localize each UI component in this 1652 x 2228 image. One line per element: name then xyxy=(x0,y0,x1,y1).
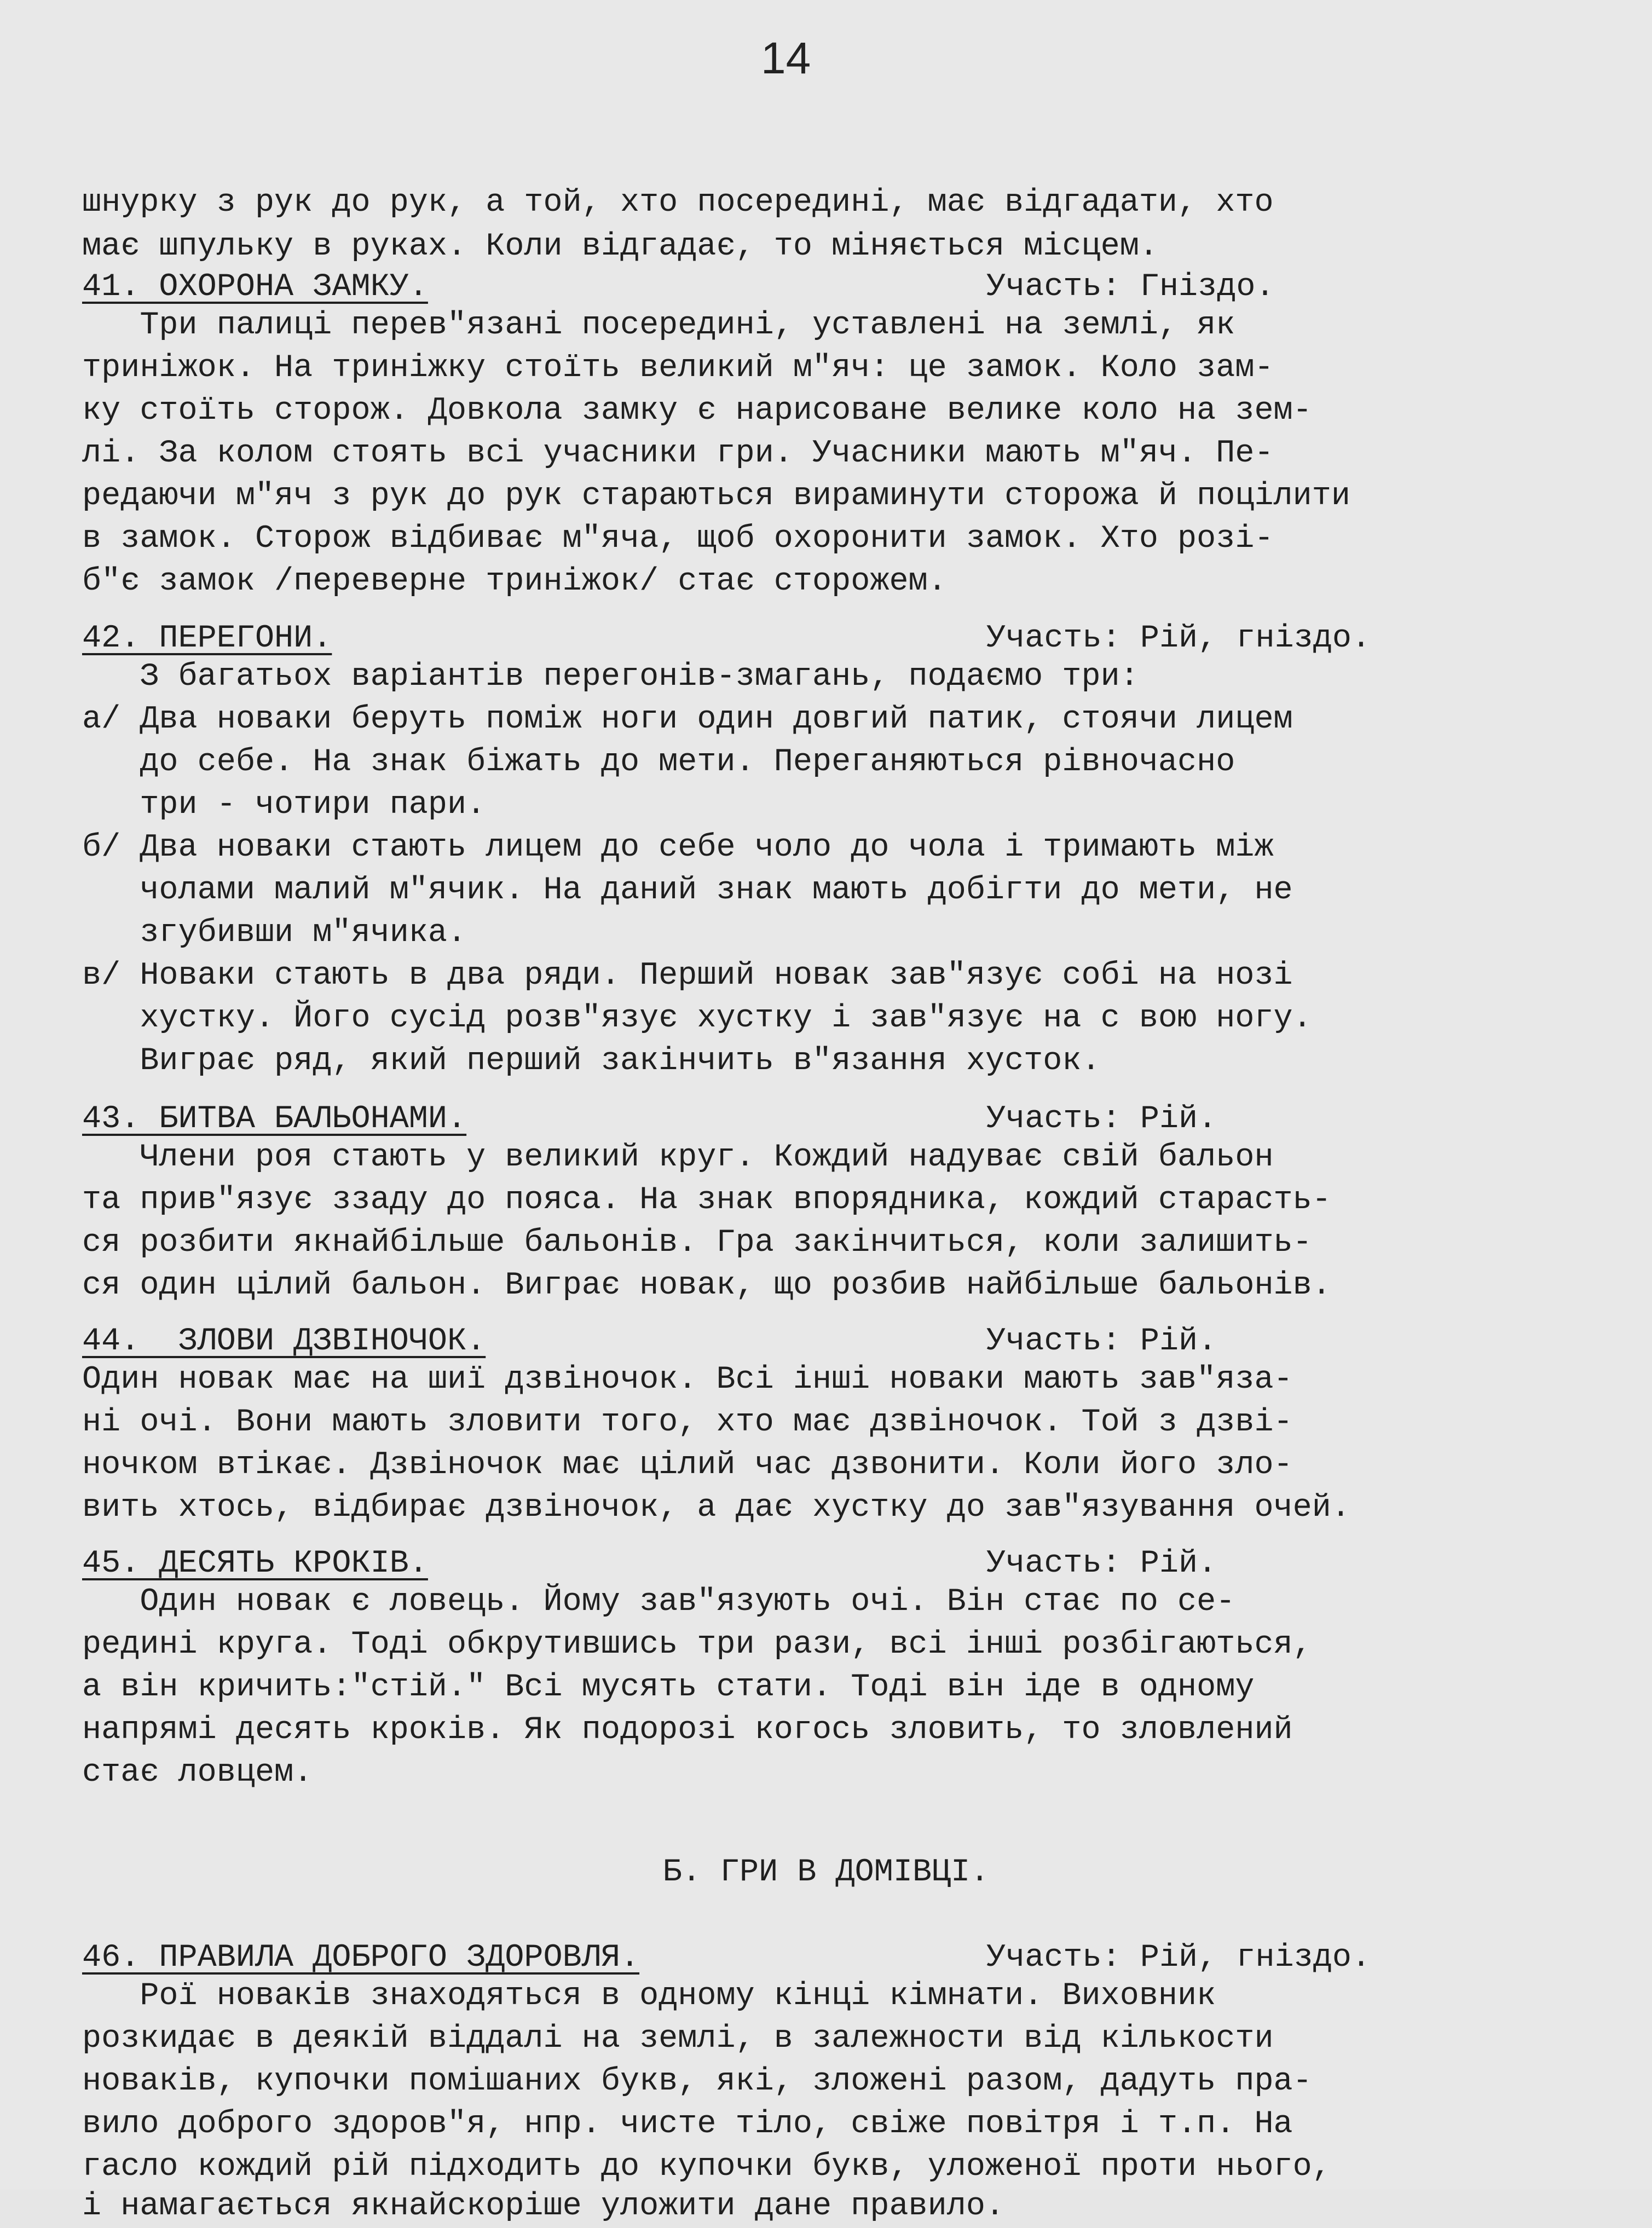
participation-label: Участь: Рій. xyxy=(986,1545,1217,1581)
section-title: 43. БИТВА БАЛЬОНАМИ. xyxy=(82,1100,467,1137)
text-line: а/ Два новаки беруть поміж ноги один довгий патик, стоячи лицем xyxy=(82,701,1293,737)
section-title: 41. ОХОРОНА ЗАМКУ. xyxy=(82,268,428,305)
text-line: редині круга. Тоді обкрутившись три рази, всі інші розбігаються, xyxy=(82,1626,1312,1663)
text-line: Рої новаків знаходяться в одному кінці кімнати. Виховник xyxy=(82,1977,1216,2014)
text-line: три - чотири пари. xyxy=(82,786,486,823)
text-line: З багатьох варіантів перегонів-змагань, подаємо три: xyxy=(82,658,1139,695)
section-title: 46. ПРАВИЛА ДОБРОГО ЗДОРОВЛЯ. xyxy=(82,1939,640,1976)
text-line: шнурку з рук до рук, а той, хто посередині, має відгадати, хто xyxy=(82,184,1274,221)
text-line: до себе. На знак біжать до мети. Переганяються рівночасно xyxy=(82,743,1235,780)
text-line: та прив"язує ззаду до пояса. На знак впорядника, кождий старасть- xyxy=(82,1181,1331,1218)
text-line: Один новак має на шиї дзвіночок. Всі інші новаки мають зав"яза- xyxy=(82,1361,1293,1398)
text-line: стає ловцем. xyxy=(82,1754,313,1791)
text-line: вить хтось, відбирає дзвіночок, а дає хустку до зав"язування очей. xyxy=(82,1489,1350,1526)
text-line: напрямі десять кроків. Як подорозі когось зловить, то зловлений xyxy=(82,1711,1293,1748)
text-line: Члени роя стають у великий круг. Кождий надуває свій бальон xyxy=(82,1139,1274,1175)
section-title: 45. ДЕСЯТЬ КРОКІВ. xyxy=(82,1545,428,1581)
section-header-46 xyxy=(82,1936,1587,1979)
section-title: 44. ЗЛОВИ ДЗВІНОЧОК. xyxy=(82,1323,486,1359)
text-line: ні очі. Вони мають зловити того, хто має дзвіночок. Той з дзві- xyxy=(82,1404,1293,1440)
section-header-42 xyxy=(82,616,1587,660)
text-line: в/ Новаки стають в два ряди. Перший новак зав"язує собі на нозі xyxy=(82,957,1293,994)
participation-label: Участь: Рій, гніздо. xyxy=(986,620,1371,656)
text-line: ся один цілий бальон. Виграє новак, що розбив найбільше бальонів. xyxy=(82,1267,1331,1303)
section-title: 42. ПЕРЕГОНИ. xyxy=(82,620,332,656)
text-line: триніжок. На триніжку стоїть великий м"яч: це замок. Коло зам- xyxy=(82,349,1274,386)
text-line: Виграє ряд, який перший закінчить в"язання хусток. xyxy=(82,1042,1101,1079)
section-header-45 xyxy=(82,1542,1587,1585)
text-line: Один новак є ловець. Йому зав"язують очі. Він стає по се- xyxy=(82,1583,1235,1620)
text-line: і намагається якнайскоріше уложити дане правило. xyxy=(82,2187,1005,2224)
text-line: лі. За колом стоять всі учасники гри. Учасники мають м"яч. Пе- xyxy=(82,435,1274,471)
text-line: новаків, купочки помішаних букв, які, зложені разом, дадуть пра- xyxy=(82,2063,1312,2099)
text-line: ночком втікає. Дзвіночок має цілий час дзвонити. Коли його зло- xyxy=(82,1446,1293,1483)
text-line: Три палиці перев"язані посередині, уставлені на землі, як xyxy=(82,307,1235,343)
section-header-41 xyxy=(82,265,1587,309)
text-line: має шпульку в руках. Коли відгадає, то міняється місцем. xyxy=(82,228,1158,264)
participation-label: Участь: Рій, гніздо. xyxy=(986,1939,1371,1976)
page-number: 14 xyxy=(761,33,811,83)
participation-label: Участь: Рій. xyxy=(986,1100,1217,1137)
text-line: в замок. Сторож відбиває м"яча, щоб охоронити замок. Хто розі- xyxy=(82,520,1274,557)
text-line: розкидає в деякій віддалі на землі, в залежности від кількости xyxy=(82,2020,1274,2057)
participation-label: Участь: Гніздо. xyxy=(986,268,1275,305)
part-heading: Б. ГРИ В ДОМІВЦІ. xyxy=(662,1854,990,1890)
section-header-44 xyxy=(82,1319,1587,1363)
text-line: ся розбити якнайбільше бальонів. Гра закінчиться, коли залишить- xyxy=(82,1224,1312,1261)
section-header-43 xyxy=(82,1097,1587,1141)
participation-label: Участь: Рій. xyxy=(986,1323,1217,1359)
text-line: хустку. Його сусід розв"язує хустку і зав"язує на с вою ногу. xyxy=(82,1000,1312,1036)
text-line: б"є замок /переверне триніжок/ стає сторожем. xyxy=(82,563,947,599)
text-line: чолами малий м"ячик. На даний знак мають добігти до мети, не xyxy=(82,871,1293,908)
text-line: ку стоїть сторож. Довкола замку є нарисоване велике коло на зем- xyxy=(82,392,1312,429)
text-line: вило доброго здоров"я, нпр. чисте тіло, свіже повітря і т.п. На xyxy=(82,2105,1293,2142)
text-line: а він кричить:"стій." Всі мусять стати. Тоді він іде в одному xyxy=(82,1669,1255,1705)
text-line: редаючи м"яч з рук до рук стараються вираминути сторожа й поцілити xyxy=(82,477,1350,514)
text-line: б/ Два новаки стають лицем до себе чоло до чола і тримають між xyxy=(82,829,1274,865)
text-line: згубивши м"ячика. xyxy=(82,914,467,951)
text-line: гасло кождий рій підходить до купочки букв, уложеної проти нього, xyxy=(82,2148,1331,2185)
